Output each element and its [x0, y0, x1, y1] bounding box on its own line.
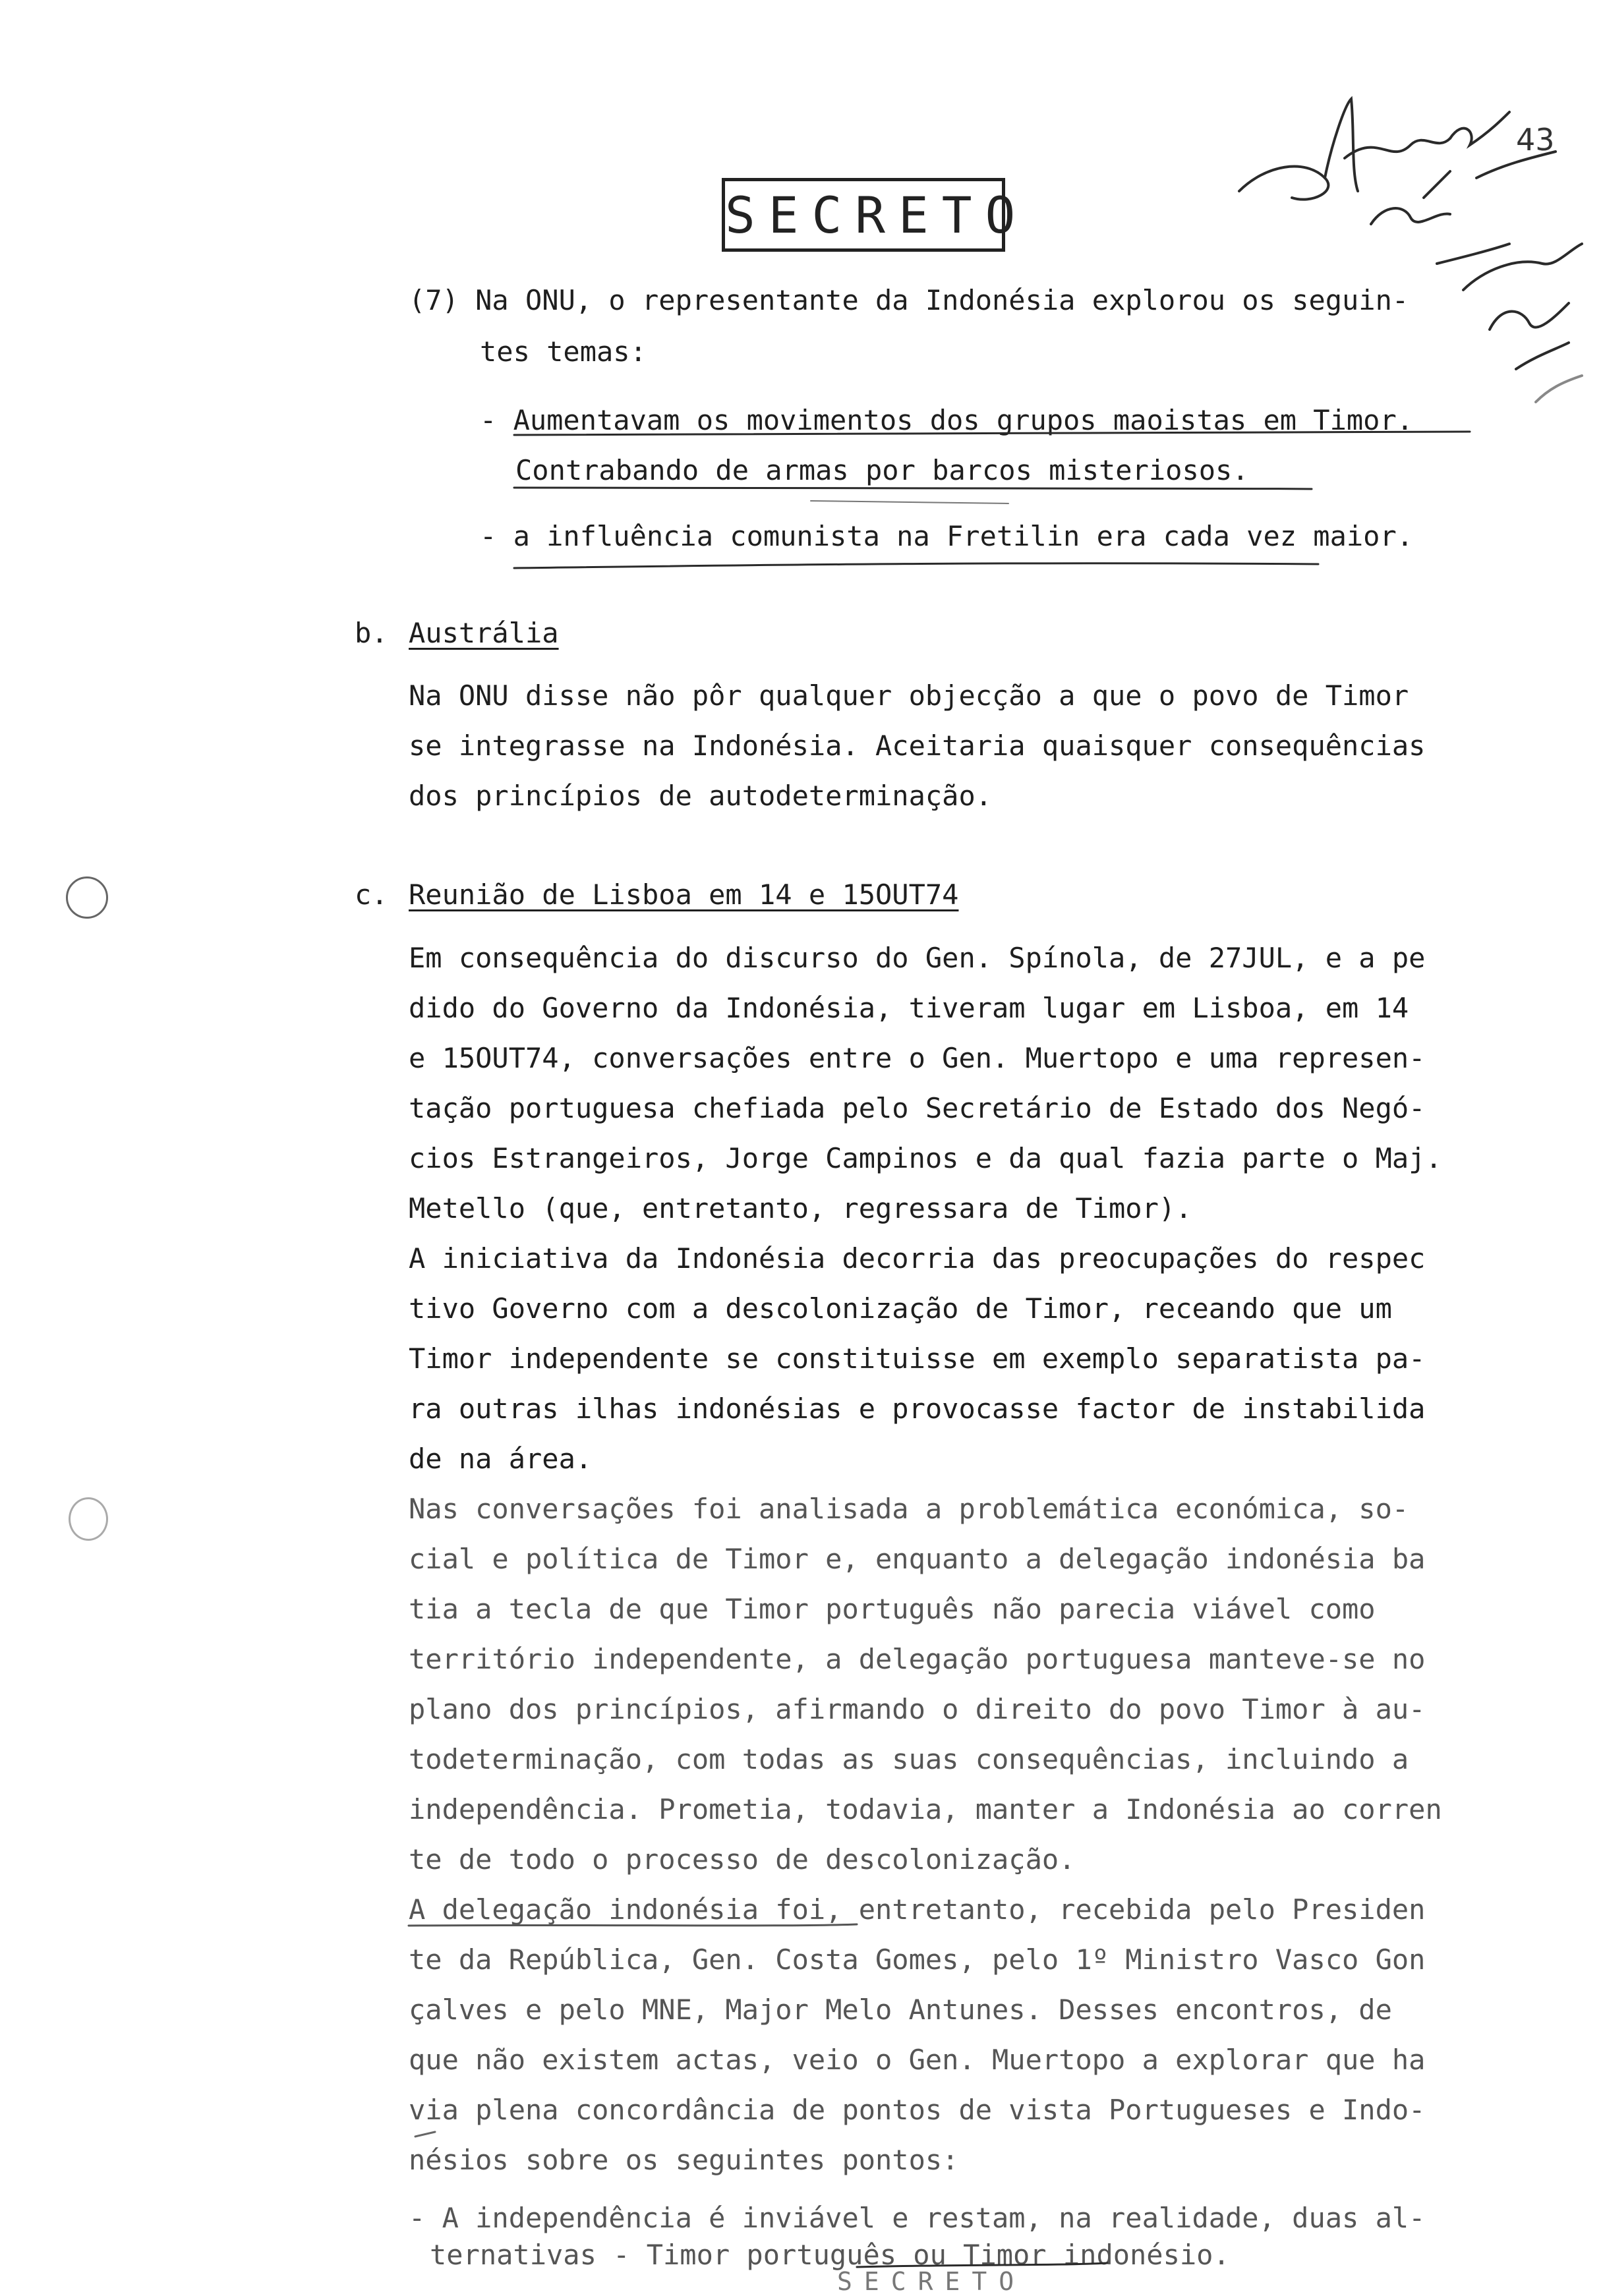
section-c-line: território independente, a delegação portuguesa manteve-se no [409, 1643, 1426, 1675]
section-c-line: Nas conversações foi analisada a problemática económica, so- [409, 1493, 1409, 1525]
section-b-line: Na ONU disse não pôr qualquer objecção a que o povo de Timor [409, 679, 1409, 712]
section-c-line: A iniciativa da Indonésia decorria das preocupações do respec [409, 1242, 1426, 1275]
section-c-line: todeterminação, com todas as suas consequências, incluindo a [409, 1743, 1409, 1775]
section-c-line: nésios sobre os seguintes pontos: [409, 2144, 959, 2176]
section-c-line: Timor independente se constituisse em exemplo separatista pa- [409, 1342, 1426, 1375]
section-b-marker: b. [355, 617, 388, 649]
section-c-line: A delegação indonésia foi, entretanto, recebida pelo Presiden [409, 1893, 1426, 1926]
classification-stamp: SECRETO [722, 178, 1005, 252]
section-c-line: e 15OUT74, conversações entre o Gen. Muertopo e uma represen- [409, 1042, 1426, 1074]
section-c-line: de na área. [409, 1443, 593, 1475]
handwritten-underlines [0, 0, 1603, 593]
item7-bullet1b: Contrabando de armas por barcos misteriosos. [515, 454, 1249, 486]
section-c-line: ternativas - Timor português ou Timor indonésio. [430, 2239, 1230, 2271]
section-c-line: Em consequência do discurso do Gen. Spínola, de 27JUL, e a pe [409, 942, 1426, 974]
section-c-line: te da República, Gen. Costa Gomes, pelo 1º Ministro Vasco Gon [409, 1943, 1426, 1976]
section-c-line: dido do Governo da Indonésia, tiveram lugar em Lisboa, em 14 [409, 992, 1409, 1024]
section-c-line: tivo Governo com a descolonização de Timor, receando que um [409, 1292, 1392, 1325]
item7-bullet1a: - Aumentavam os movimentos dos grupos maoistas em Timor. [480, 404, 1414, 436]
footer-stamp: SECRETO [837, 2267, 1026, 2296]
punch-hole-mark [69, 1497, 108, 1541]
section-c-line: cios Estrangeiros, Jorge Campinos e da qual fazia parte o Maj. [409, 1142, 1442, 1174]
handwritten-underlines [0, 1878, 1603, 2288]
section-b-line: se integrasse na Indonésia. Aceitaria quaisquer consequências [409, 730, 1426, 762]
section-c-line: Metello (que, entretanto, regressara de Timor). [409, 1192, 1192, 1224]
section-c-line: cial e política de Timor e, enquanto a delegação indonésia ba [409, 1543, 1426, 1575]
section-c-line: çalves e pelo MNE, Major Melo Antunes. Desses encontros, de [409, 1994, 1392, 2026]
section-c-heading: Reunião de Lisboa em 14 e 15OUT74 [409, 878, 959, 911]
item7-line2: tes temas: [480, 335, 647, 368]
section-c-line: ra outras ilhas indonésias e provocasse factor de instabilida [409, 1392, 1426, 1425]
section-c-line: te de todo o processo de descolonização. [409, 1843, 1076, 1876]
section-b-line: dos princípios de autodeterminação. [409, 780, 993, 812]
section-c-line: via plena concordância de pontos de vista Portugueses e Indo- [409, 2094, 1426, 2126]
page-number: 43 [1516, 122, 1555, 158]
section-c-line: tação portuguesa chefiada pelo Secretário de Estado dos Negó- [409, 1092, 1426, 1124]
section-c-line: independência. Prometia, todavia, manter a Indonésia ao corren [409, 1793, 1442, 1825]
section-b-heading: Austrália [409, 617, 559, 649]
item7-bullet2: - a influência comunista na Fretilin era cada vez maior. [480, 520, 1414, 552]
section-c-line: - A independência é inviável e restam, na realidade, duas al- [409, 2202, 1426, 2234]
section-c-line: que não existem actas, veio o Gen. Muertopo a explorar que ha [409, 2044, 1426, 2076]
item7-line1: (7) Na ONU, o representante da Indonésia explorou os seguin- [409, 284, 1409, 316]
section-c-line: tia a tecla de que Timor português não parecia viável como [409, 1593, 1376, 1625]
punch-hole-mark [66, 876, 108, 919]
section-c-line: plano dos princípios, afirmando o direito do povo Timor à au- [409, 1693, 1426, 1725]
section-c-marker: c. [355, 878, 388, 911]
